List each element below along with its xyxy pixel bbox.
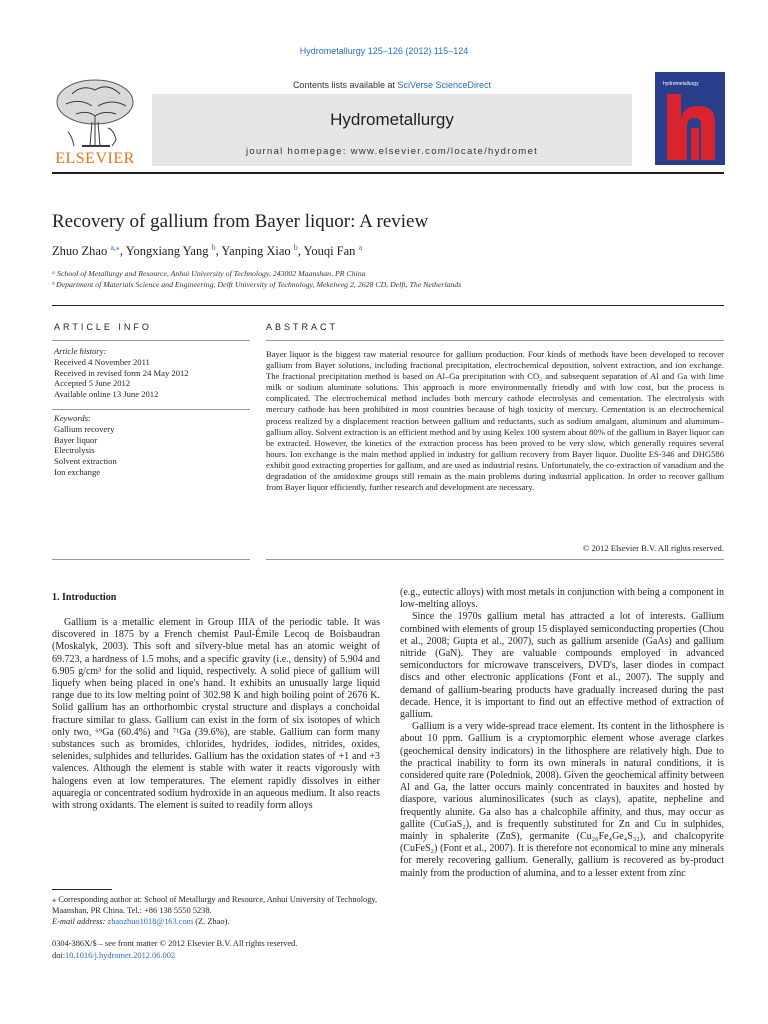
keyword-item: Bayer liquor — [54, 434, 98, 445]
author-name[interactable]: Yanping Xiao — [221, 244, 291, 259]
keywords-rule — [52, 409, 250, 410]
journal-header — [152, 72, 632, 166]
sciencedirect-link[interactable]: SciVerse ScienceDirect — [397, 80, 492, 90]
body-paragraph: Gallium is a metallic element in Group IIIA of the periodic table. It was discovered in 1875 by a French chemist Paul-Émile Lecoq de Boisbaudran (Moskalyk, 2003). This soft and silvery-blue metal has an atomic weight of 69.723, a hardness of 1.5 mohs, and a specific gravity (i.e., density) of 5.904 and 6.905 g/cm³ for the solid and liquid, respectively. A solid piece of gallium will liquefy when being placed in one's hand. It exhibits an unusually large liquid range due to its low melting point of 302.98 K and high boiling point of 2676 K. Solid gallium has an orthorhombic crystal structure and displays a conchoidal fracture similar to glass. Gallium can exist in the form of six isotopes of which only two, ⁶⁹Ga (60.4%) and ⁷¹Ga (39.6%), are stable. Gallium can form many substances such as bromides, chlorides, hydrides, iodides, nitrides, oxides, selenides, sulphides and tellurides. Gallium has the oxidation states of +1 and +3 valences. Although the element is stable with water it reacts vigorously with halogens even at low temperatures. The element rapidly dissolves in either aquaregia or concentrated sodium hydroxide in an aqueous medium. It also reacts with strong oxidants. The element is suited to readily form alloys — [52, 617, 380, 812]
elsevier-tree-icon — [52, 76, 138, 150]
author-affil-mark[interactable]: a,⁎ — [110, 243, 120, 252]
body-paragraph: (e.g., eutectic alloys) with most metals in conjunction with being a component in low-melting alloys. — [400, 587, 724, 611]
footnote-rule — [52, 889, 112, 890]
affiliation-a: ᵃ School of Metallurgy and Resource, Anhui University of Technology, 243002 Maanshan, PR China — [52, 269, 366, 278]
article-title: Recovery of gallium from Bayer liquor: A review — [52, 211, 429, 232]
abstract-rule — [266, 340, 724, 341]
publisher-name: ELSEVIER — [55, 150, 135, 167]
email-label: E-mail address: — [52, 917, 108, 926]
abstract-bottom-rule — [266, 559, 724, 560]
journal-cover — [655, 72, 725, 165]
affiliation-b: ᵇ Department of Materials Science and Engineering, Delft University of Technology, Mekelweg 2, 2628 CD, Delft, The Netherlands — [52, 280, 462, 289]
article-info-rule — [52, 340, 250, 341]
keyword-item: Electrolysis — [54, 445, 95, 456]
contents-line: Contents lists available at SciVerse ScienceDirect — [292, 80, 492, 90]
email-suffix: (Z. Zhao). — [193, 917, 230, 926]
history-item: Received in revised form 24 May 2012 — [54, 367, 189, 378]
keyword-item: Ion exchange — [54, 466, 101, 477]
body-column-left — [52, 617, 380, 812]
author-list: Zhuo Zhao $^{a,⁎}$, Yongxiang Yang $^b$, Yanping Xiao $^b$, Youqi Fan $^a$ — [52, 243, 363, 259]
doi-link[interactable]: 10.1016/j.hydromet.2012.06.002 — [65, 950, 176, 960]
keyword-item: Gallium recovery — [54, 423, 115, 434]
email-line — [52, 916, 380, 927]
keyword-item: Solvent extraction — [54, 456, 117, 467]
journal-homepage[interactable]: journal homepage: www.elsevier.com/locate/hydromet — [245, 146, 539, 157]
cover-h-mark-icon — [655, 72, 725, 165]
keywords-list — [54, 413, 250, 478]
history-item: Received 4 November 2011 — [54, 356, 150, 367]
author-name[interactable]: Youqi Fan — [303, 244, 356, 259]
doi-prefix: doi: — [52, 950, 66, 960]
body-paragraph: Gallium is a very wide-spread trace element. Its content in the lithosphere is about 10 ppm. Gallium is a cryptomorphic element whose average clarkes (geochemical density indicators) in the lithosphere are relatively high. Due to the practical inability to form its own minerals in natural conditions, it is considered quite rare (Poledniok, 2008). Given the geochemical affinity between Al and Ga, the latter occurs mainly concentrated in bauxites and hosted by diaspore, various aluminosilicates (such as clays), apatite, nepheline and frequently alunite. Ga also has a chalcophile affinity, and thus, may occur as gallite (CuGaS₂), and is frequently substituted for Zn and Cu in sulphides, mainly in sphalerite (ZnS), germanite (Cu₂₆Fe₄Ge₄S₃₂), and chalcopyrite (CuFeS₂) (Font et al., 2007). It is therefore not economical to mine any minerals for merely recovering gallium. Generally, gallium is recovered as by-product mainly from the production of alumina, and to a lesser extent from zinc — [400, 721, 724, 879]
keywords-label: Keywords: — [54, 413, 91, 423]
journal-banner — [152, 94, 632, 166]
cover-title: hydrometallurgy — [663, 81, 699, 87]
corresponding-author-text: ⁎ Corresponding author at: School of Metallurgy and Resource, Anhui University of Technology, Maanshan, PR China. Tel.: +86 138 5550 5238. — [52, 895, 378, 915]
front-matter-info — [52, 938, 380, 961]
copyright-notice: © 2012 Elsevier B.V. All rights reserved. — [582, 543, 724, 553]
author-affil-mark[interactable]: b — [211, 243, 216, 252]
elsevier-logo — [40, 72, 150, 166]
author-name[interactable]: Zhuo Zhao — [52, 244, 108, 259]
section-heading-introduction: 1. Introduction — [52, 592, 117, 603]
article-info-bottom-rule — [52, 559, 250, 560]
header-rule — [52, 172, 724, 174]
author-name[interactable]: Yongxiang Yang — [125, 244, 209, 259]
history-item: Accepted 5 June 2012 — [54, 378, 131, 389]
journal-name: Hydrometallurgy — [330, 110, 454, 129]
issn-line: 0304-386X/$ – see front matter © 2012 Elsevier B.V. All rights reserved. — [52, 939, 298, 948]
abstract-text: Bayer liquor is the biggest raw material resource for gallium production. Four kinds of methods have been developed to recover gallium from Bayer solutions, including fractional precipitation, electrochemical deposition, solvent extraction, and ion exchange. The fractional precipitation method is based on Al–Ga precipitation with CO₂ and subsequent separation of Al and Ga with lime milk or sodium aluminate solutions. This approach is more environmentally friendly and with low cost, but the process is complicated. The electrochemical method includes both mercury cathode electrolysis and cementation. The electrolysis with mercury cathode has been prohibited in most countries because of high toxicity of mercury. Cementation is an electrochemical process realized by a displacement reaction between gallium and reductants, such as sodium amalgam, aluminum and aluminum–gallium alloy. Solvent extraction is an efficient method and by using Kelex 100 system about 80% of the gallium in Bayer liquor can be extracted. However, the kinetics of the extraction process has been proved to be very slow, which generally requires several hours. Ion exchange is the main method applied in industry for gallium recovery from Bayer liquor. Duolite ES-346 and DHG586 exhibit good extracting properties for gallium, and are used as industrial resins. Unfortunately, the co-extraction of vanadium and the degradation of the amidoxime groups still remain as the main problems during industrial application. In order to recover gallium from Bayer liquor efficiently, further research and development are necessary. — [266, 349, 724, 493]
journal-reference[interactable]: Hydrometallurgy 125–126 (2012) 115–124 — [299, 46, 469, 56]
doi-line — [52, 950, 380, 962]
body-column-right — [400, 587, 724, 880]
author-affil-mark[interactable]: a — [358, 243, 363, 252]
corresponding-author-footnote — [52, 894, 380, 927]
abstract-heading: ABSTRACT — [266, 322, 339, 332]
history-item: Available online 13 June 2012 — [54, 389, 159, 400]
article-info-heading: ARTICLE INFO — [54, 322, 152, 332]
body-paragraph: Since the 1970s gallium metal has attracted a lot of interests. Gallium combined with elements of group 15 displayed semiconducting properties (Chou et al., 2008; Gupta et al., 2007), such as gallium arsenide (GaAs) and gallium nitride (GaN). They are valuable compounds employed in advanced semiconductors for microwave transceivers, DVD's, laser diodes in compact discs and other electronic applications (Font et al., 2007). The supply and demand of gallium-bearing products have gradually increased during the past decade. Hence, it is important to find out an effective method of extraction of gallium. — [400, 611, 724, 721]
article-history — [54, 346, 250, 400]
email-link[interactable]: zhaozhuo1018@163.com — [107, 917, 194, 926]
history-label: Article history: — [54, 346, 107, 356]
author-affil-mark[interactable]: b — [293, 243, 298, 252]
title-rule — [52, 305, 724, 306]
